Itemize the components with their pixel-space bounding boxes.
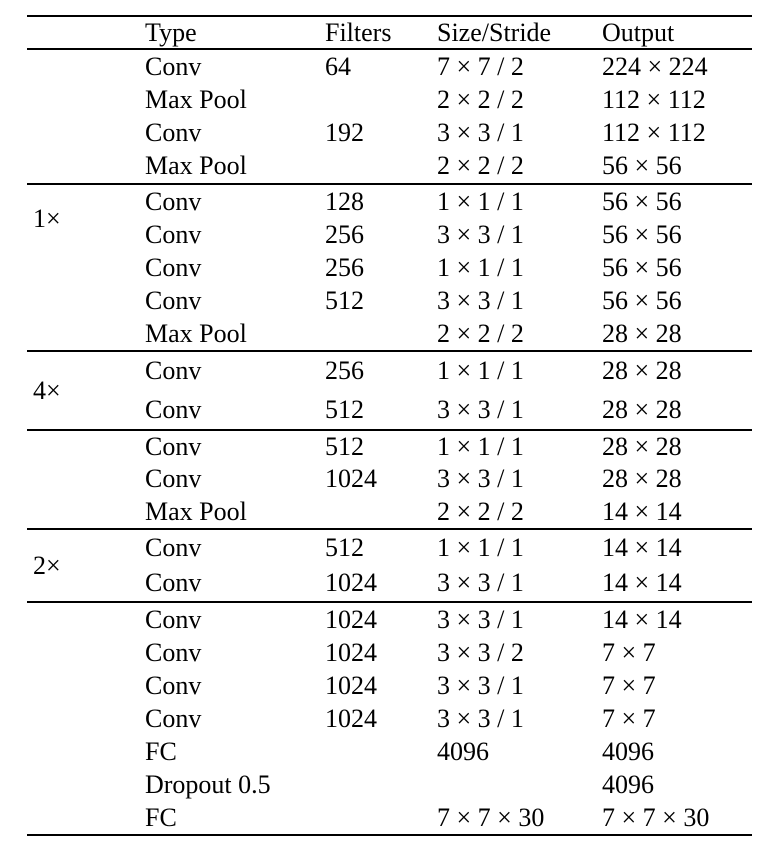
table-row xyxy=(145,735,752,768)
table-row xyxy=(145,801,752,834)
cell-type: Conv xyxy=(145,604,202,634)
cell-output: 14 × 14 xyxy=(602,532,682,562)
cell-output: 4096 xyxy=(602,769,654,799)
cell-type: Conv xyxy=(145,252,202,282)
cell-type: Conv xyxy=(145,637,202,667)
cell-filters: 256 xyxy=(325,252,364,282)
cell-type: FC xyxy=(145,802,177,832)
cell-type: Conv xyxy=(145,356,202,386)
cell-size-stride: 7 × 7 / 2 xyxy=(437,51,524,81)
cell-type: Max Pool xyxy=(145,318,247,348)
cell-output: 14 × 14 xyxy=(602,604,682,634)
table-row xyxy=(145,463,752,495)
table-header-row xyxy=(27,17,752,48)
table-section-repeat-1x xyxy=(27,183,752,350)
cell-type: Conv xyxy=(145,432,202,462)
table-row xyxy=(145,218,752,251)
table-section-repeat-4x xyxy=(27,350,752,429)
cell-size-stride: 2 × 2 / 2 xyxy=(437,151,524,181)
cnn-architecture-table xyxy=(27,15,752,836)
cell-output: 112 × 112 xyxy=(602,118,706,148)
cell-output: 28 × 28 xyxy=(602,356,682,386)
cell-output: 7 × 7 × 30 xyxy=(602,802,710,832)
cell-size-stride: 3 × 3 / 1 xyxy=(437,394,524,424)
cell-type: Conv xyxy=(145,118,202,148)
group-multiplier-label: 1× xyxy=(33,203,61,233)
cell-output: 28 × 28 xyxy=(602,464,682,494)
cell-output: 56 × 56 xyxy=(602,219,682,249)
cell-type: Conv xyxy=(145,51,202,81)
cell-filters: 512 xyxy=(325,394,364,424)
cell-output: 56 × 56 xyxy=(602,151,682,181)
cell-type: Conv xyxy=(145,670,202,700)
cell-filters: 1024 xyxy=(325,637,377,667)
cell-output: 56 × 56 xyxy=(602,285,682,315)
table-row xyxy=(145,530,752,566)
cell-filters: 192 xyxy=(325,118,364,148)
table-row xyxy=(145,636,752,669)
cell-size-stride: 2 × 2 / 2 xyxy=(437,84,524,114)
table-row xyxy=(145,83,752,116)
cell-type: Max Pool xyxy=(145,496,247,526)
table-row xyxy=(145,669,752,702)
table-section-mid xyxy=(27,429,752,528)
cell-output: 28 × 28 xyxy=(602,432,682,462)
table-row xyxy=(145,150,752,183)
cell-filters: 512 xyxy=(325,432,364,462)
table-section-repeat-2x xyxy=(27,528,752,601)
cell-output: 28 × 28 xyxy=(602,394,682,424)
table-row xyxy=(145,251,752,284)
cell-output: 112 × 112 xyxy=(602,84,706,114)
cell-size-stride: 3 × 3 / 1 xyxy=(437,464,524,494)
table-row xyxy=(145,317,752,350)
cell-size-stride: 3 × 3 / 1 xyxy=(437,118,524,148)
cell-output: 56 × 56 xyxy=(602,186,682,216)
table-row xyxy=(145,185,752,218)
cell-type: Conv xyxy=(145,464,202,494)
table-row xyxy=(145,431,752,463)
cell-size-stride: 2 × 2 / 2 xyxy=(437,496,524,526)
table-row xyxy=(145,768,752,801)
cell-type: Conv xyxy=(145,703,202,733)
table-row xyxy=(145,702,752,735)
column-header-type: Type xyxy=(145,17,197,47)
cell-filters: 512 xyxy=(325,285,364,315)
cell-filters: 1024 xyxy=(325,568,377,598)
cell-filters: 256 xyxy=(325,356,364,386)
table-bottom-rule xyxy=(27,834,752,836)
cell-size-stride: 7 × 7 × 30 xyxy=(437,802,545,832)
cell-size-stride: 3 × 3 / 2 xyxy=(437,637,524,667)
cell-type: Conv xyxy=(145,394,202,424)
cell-size-stride: 3 × 3 / 1 xyxy=(437,670,524,700)
table-row xyxy=(145,50,752,83)
cell-output: 7 × 7 xyxy=(602,637,656,667)
cell-output: 7 × 7 xyxy=(602,703,656,733)
cell-size-stride: 1 × 1 / 1 xyxy=(437,356,524,386)
table-row xyxy=(145,352,752,391)
cell-output: 224 × 224 xyxy=(602,51,708,81)
cell-type: Max Pool xyxy=(145,151,247,181)
table-row xyxy=(145,566,752,602)
column-header-output: Output xyxy=(602,17,675,47)
cell-size-stride: 3 × 3 / 1 xyxy=(437,703,524,733)
table-row xyxy=(145,284,752,317)
cell-output: 14 × 14 xyxy=(602,568,682,598)
cell-filters: 512 xyxy=(325,532,364,562)
cell-type: Conv xyxy=(145,532,202,562)
cell-size-stride: 4096 xyxy=(437,736,489,766)
cell-output: 7 × 7 xyxy=(602,670,656,700)
table-row xyxy=(145,391,752,430)
cell-size-stride: 1 × 1 / 1 xyxy=(437,186,524,216)
cell-type: Dropout 0.5 xyxy=(145,769,271,799)
cell-filters: 1024 xyxy=(325,604,377,634)
cell-type: Conv xyxy=(145,186,202,216)
cell-type: Conv xyxy=(145,568,202,598)
cell-size-stride: 1 × 1 / 1 xyxy=(437,252,524,282)
cell-type: Conv xyxy=(145,285,202,315)
cell-filters: 1024 xyxy=(325,670,377,700)
cell-output: 4096 xyxy=(602,736,654,766)
column-header-size-stride: Size/Stride xyxy=(437,17,552,47)
table-row xyxy=(145,603,752,636)
table-row xyxy=(145,496,752,528)
cell-size-stride: 1 × 1 / 1 xyxy=(437,432,524,462)
cell-type: Max Pool xyxy=(145,84,247,114)
cell-output: 14 × 14 xyxy=(602,496,682,526)
cell-size-stride: 3 × 3 / 1 xyxy=(437,604,524,634)
cell-size-stride: 3 × 3 / 1 xyxy=(437,285,524,315)
cell-type: FC xyxy=(145,736,177,766)
cell-filters: 128 xyxy=(325,186,364,216)
cell-size-stride: 2 × 2 / 2 xyxy=(437,318,524,348)
group-multiplier-label: 2× xyxy=(33,550,61,580)
cell-size-stride: 1 × 1 / 1 xyxy=(437,532,524,562)
group-multiplier-label: 4× xyxy=(33,375,61,405)
cell-size-stride: 3 × 3 / 1 xyxy=(437,568,524,598)
cell-size-stride: 3 × 3 / 1 xyxy=(437,219,524,249)
cell-output: 56 × 56 xyxy=(602,252,682,282)
table-section-stem xyxy=(27,48,752,183)
table-row xyxy=(145,117,752,150)
cell-filters: 1024 xyxy=(325,464,377,494)
table-section-head xyxy=(27,601,752,834)
cell-type: Conv xyxy=(145,219,202,249)
cell-filters: 256 xyxy=(325,219,364,249)
column-header-filters: Filters xyxy=(325,17,392,47)
cell-output: 28 × 28 xyxy=(602,318,682,348)
cell-filters: 1024 xyxy=(325,703,377,733)
cell-filters: 64 xyxy=(325,51,351,81)
